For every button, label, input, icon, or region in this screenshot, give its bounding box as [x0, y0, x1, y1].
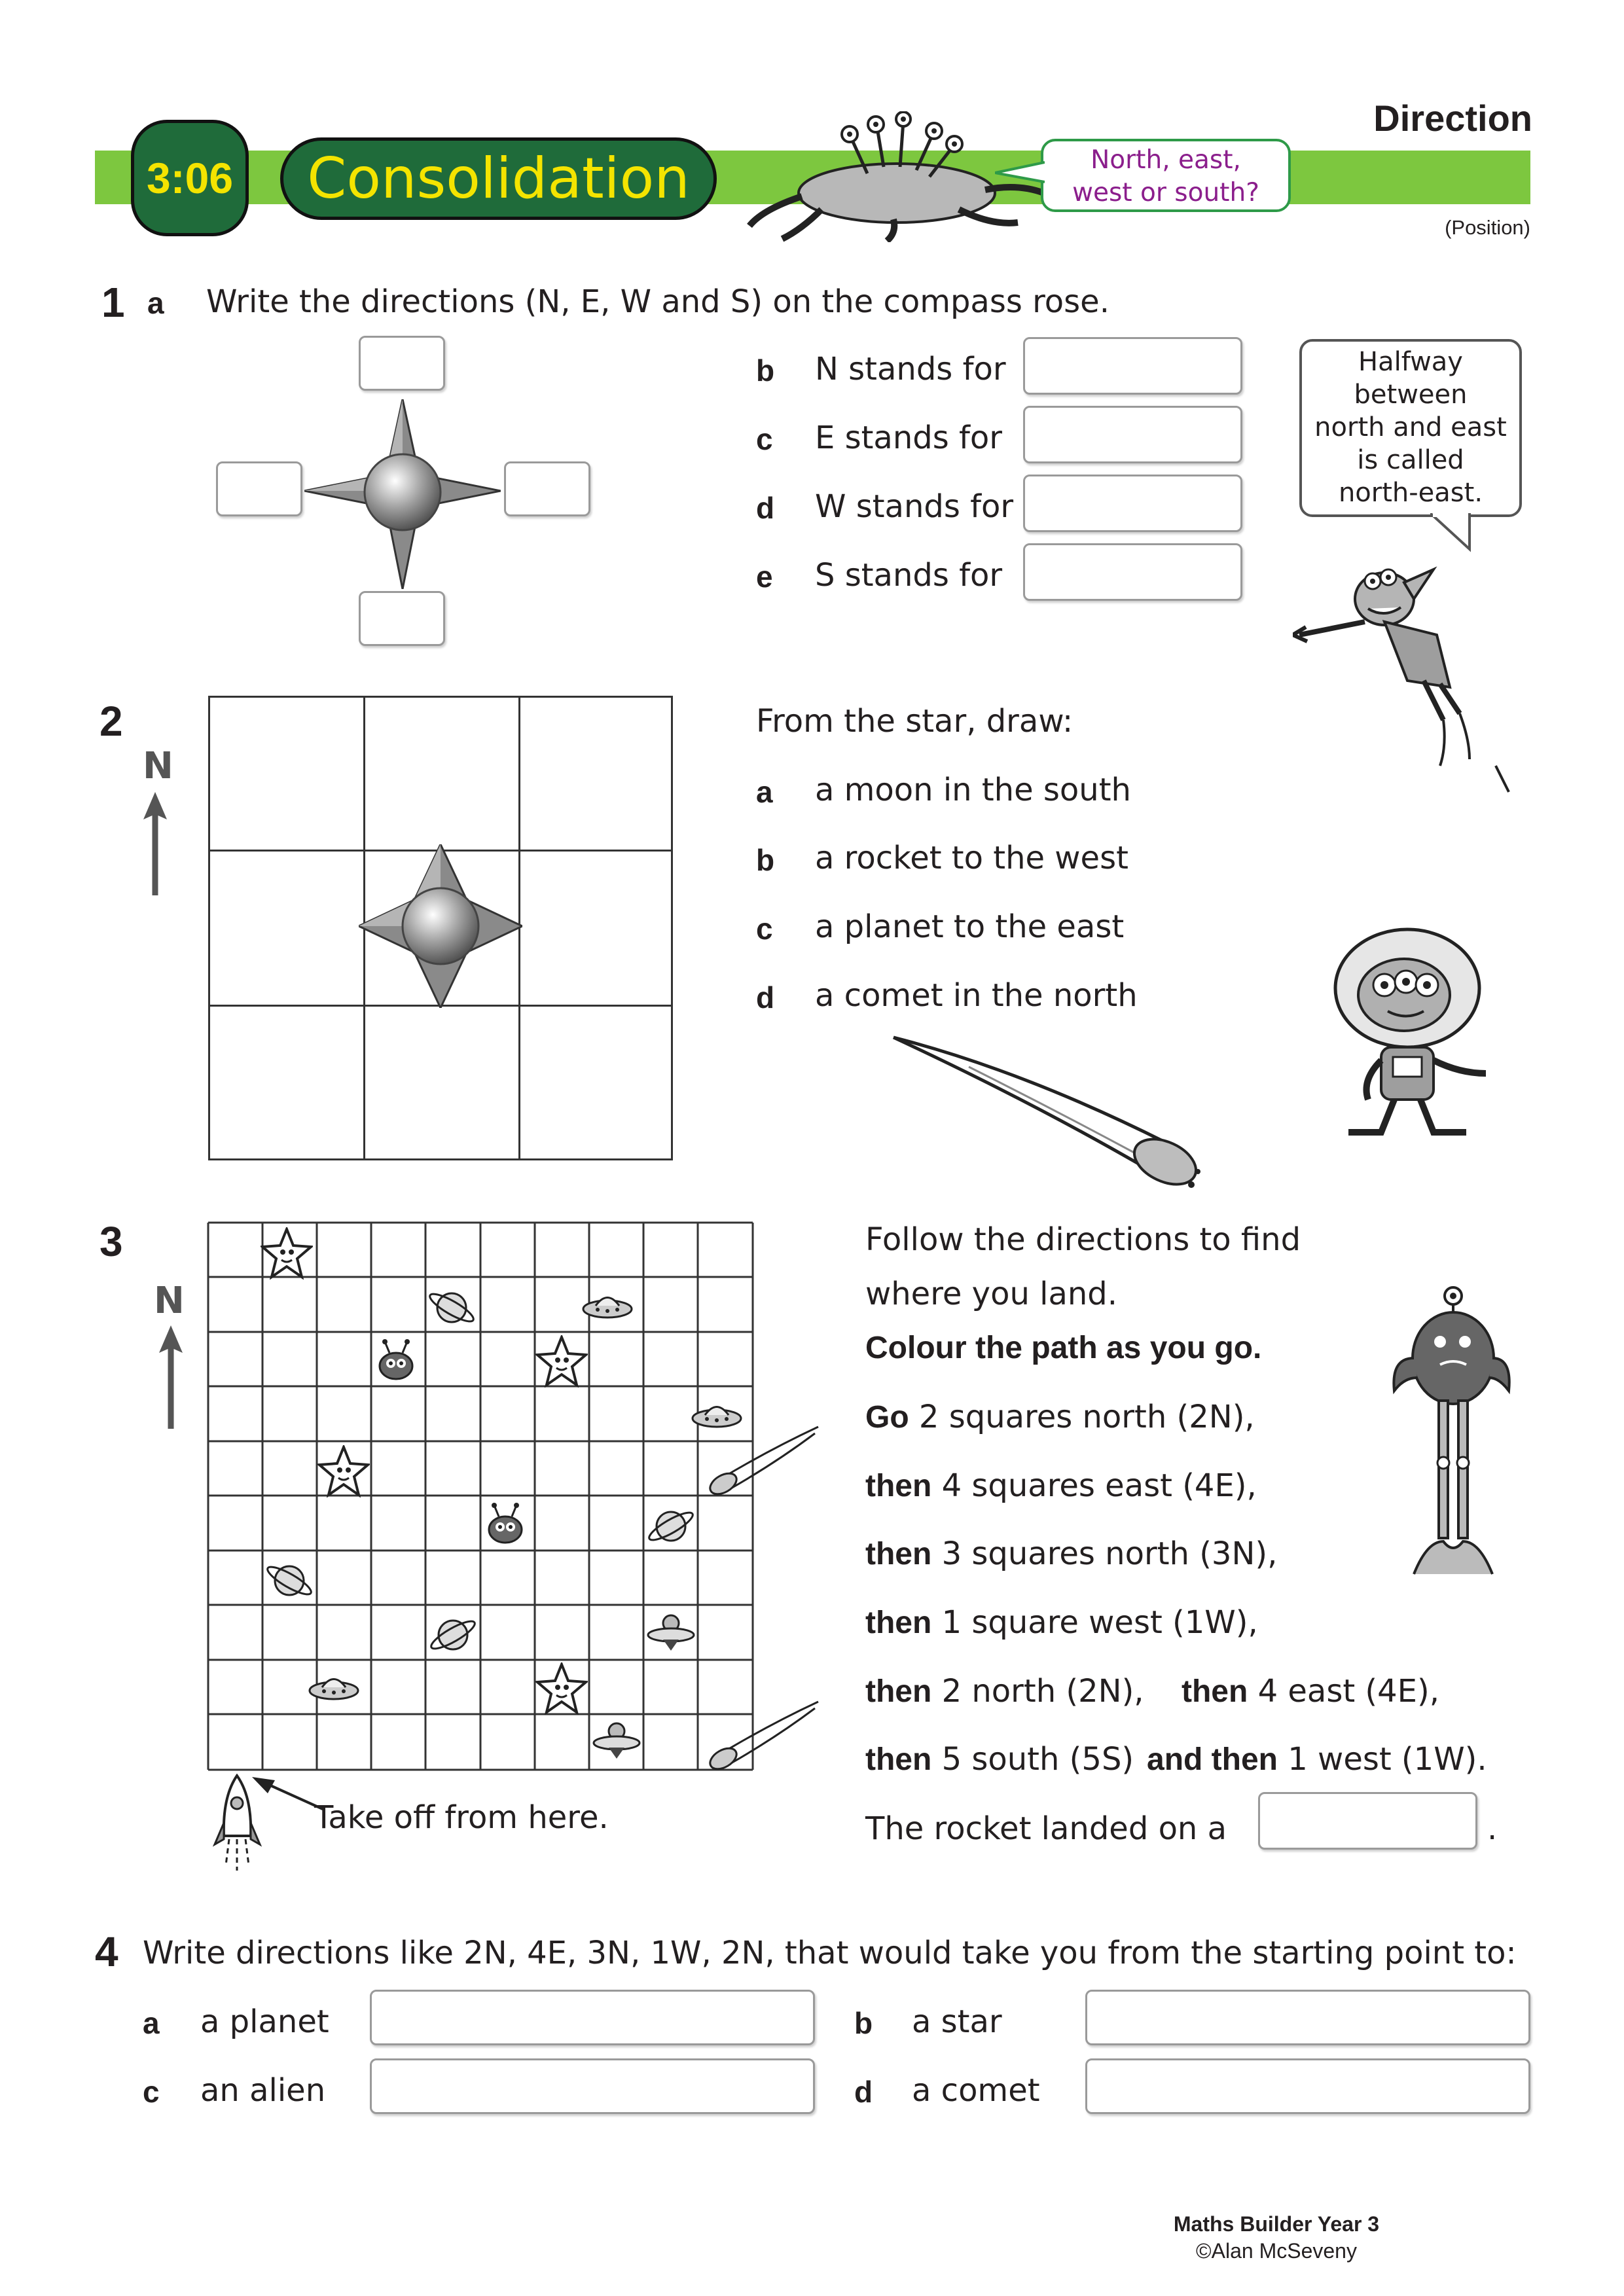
question-4b-text: a star [912, 2003, 1002, 2040]
planet-icon [427, 1609, 479, 1661]
tall-alien-illustration [1388, 1286, 1512, 1587]
question-2a-letter: a [756, 775, 773, 809]
footer-book-title: Maths Builder Year 3 [1173, 2212, 1380, 2236]
compass-south-box[interactable] [359, 591, 445, 646]
step-2-text: 4 squares east (4E), [931, 1467, 1257, 1504]
step-6 [1182, 1673, 1439, 1710]
question-2a-text: a moon in the south [815, 772, 1131, 808]
alien-icon [373, 1338, 419, 1384]
question-2d-text: a comet in the north [815, 977, 1138, 1014]
comet-icon [704, 1698, 821, 1770]
step-4-keyword: then [865, 1605, 932, 1640]
alien-icon [482, 1502, 528, 1548]
step-5-keyword: then [865, 1674, 932, 1709]
question-2-intro: From the star, draw: [756, 703, 1074, 740]
landed-answer-box[interactable] [1258, 1792, 1477, 1850]
question-3-instruction: Colour the path as you go. [865, 1331, 1262, 1365]
question-4a-letter: a [143, 2006, 160, 2040]
step-5-text: 2 north (2N), [931, 1673, 1144, 1710]
answer-box-w[interactable] [1023, 475, 1242, 532]
question-1b-text: N stands for [815, 351, 1006, 387]
compass-rose-icon [304, 399, 501, 589]
footer-author: ©Alan McSeveny [1196, 2239, 1357, 2263]
answer-box-4d[interactable] [1085, 2058, 1530, 2114]
takeoff-arrow-icon [252, 1775, 324, 1812]
answer-box-4a[interactable] [370, 1990, 815, 2045]
step-4-text: 1 square west (1W), [931, 1604, 1258, 1641]
question-1c-letter: c [756, 422, 773, 456]
speech-line-1: North, east, [1091, 145, 1241, 175]
step-4 [865, 1604, 1258, 1641]
hint-line-5: north-east. [1338, 478, 1483, 508]
question-4-text: Write directions like 2N, 4E, 3N, 1W, 2N, that would take you from the starting point to: [143, 1935, 1517, 1971]
step-7-text: 5 south (5S) [931, 1741, 1134, 1778]
planet-icon [263, 1554, 316, 1607]
path-grid [207, 1221, 754, 1771]
step-6-text: 4 east (4E), [1248, 1673, 1439, 1710]
question-1a-text: Write the directions (N, E, W and S) on the compass rose. [206, 283, 1110, 320]
star-character-icon [317, 1445, 370, 1498]
lesson-code: 3:06 [146, 154, 234, 202]
hint-bubble [1299, 339, 1522, 517]
step-3-keyword: then [865, 1537, 932, 1571]
hint-line-2: between [1354, 380, 1468, 410]
north-label-2: N [143, 745, 173, 787]
hint-line-3: north and east [1314, 412, 1507, 442]
question-4d-letter: d [854, 2075, 873, 2109]
title-badge [280, 137, 717, 220]
north-label-3: N [154, 1280, 185, 1322]
question-4d-text: a comet [912, 2072, 1040, 2109]
landed-text: The rocket landed on a [865, 1810, 1227, 1847]
north-arrow-icon-2 [139, 792, 171, 897]
spaceship-icon [581, 1286, 634, 1325]
question-3-intro-2: where you land. [865, 1276, 1118, 1312]
question-4c-text: an alien [200, 2072, 326, 2109]
step-1-keyword: Go [865, 1400, 909, 1435]
question-1e-letter: e [756, 560, 773, 594]
question-1e-text: S stands for [815, 557, 1003, 594]
step-8-text: 1 west (1W). [1278, 1741, 1487, 1778]
planet-icon [645, 1500, 697, 1552]
question-2b-text: a rocket to the west [815, 840, 1128, 876]
topic-heading: Direction [1373, 98, 1532, 139]
step-7-keyword: then [865, 1742, 932, 1777]
step-7 [865, 1741, 1134, 1778]
answer-box-4c[interactable] [370, 2058, 815, 2114]
flying-alien-illustration [1293, 550, 1542, 798]
step-8 [1147, 1741, 1487, 1778]
step-2 [865, 1467, 1257, 1504]
spaceship-icon [308, 1668, 360, 1707]
question-4a-text: a planet [200, 2003, 329, 2040]
page-title: Consolidation [307, 146, 690, 211]
hint-line-4: is called [1357, 445, 1464, 475]
takeoff-label: Take off from here. [314, 1799, 609, 1836]
answer-box-4b[interactable] [1085, 1990, 1530, 2045]
question-1b-letter: b [756, 353, 775, 387]
helmet-alien-illustration [1322, 923, 1519, 1139]
question-4-number: 4 [95, 1928, 118, 1975]
answer-box-e[interactable] [1023, 406, 1242, 463]
question-4b-letter: b [854, 2006, 873, 2040]
alien-ship-icon [645, 1610, 697, 1656]
question-2c-letter: c [756, 912, 773, 946]
question-1a-letter: a [147, 286, 164, 320]
question-3-number: 3 [99, 1218, 123, 1265]
question-1c-text: E stands for [815, 420, 1002, 456]
step-8-keyword: and then [1147, 1742, 1278, 1777]
speech-tail [995, 160, 1045, 186]
question-4c-letter: c [143, 2075, 160, 2109]
question-1d-letter: d [756, 491, 775, 525]
lesson-code-badge [131, 120, 249, 236]
star-character-icon [535, 1662, 588, 1715]
answer-box-s[interactable] [1023, 543, 1242, 601]
step-1 [865, 1401, 1255, 1433]
star-character-icon [535, 1335, 588, 1388]
compass-north-box[interactable] [359, 336, 445, 391]
compass-west-box[interactable] [216, 461, 302, 516]
step-6-keyword: then [1182, 1674, 1248, 1709]
step-2-keyword: then [865, 1469, 932, 1503]
speech-line-2: west or south? [1072, 178, 1259, 207]
star-icon [359, 844, 522, 1008]
question-2-number: 2 [99, 698, 123, 745]
star-character-icon [261, 1227, 313, 1280]
comet-icon [704, 1424, 821, 1496]
north-arrow-icon-3 [154, 1325, 187, 1430]
step-5 [865, 1673, 1144, 1710]
question-1d-text: W stands for [815, 488, 1014, 525]
question-2c-text: a planet to the east [815, 908, 1125, 945]
comet-illustration [890, 1031, 1204, 1194]
footer [1047, 2212, 1506, 2263]
compass-east-box[interactable] [504, 461, 590, 516]
subtopic-label: (Position) [1445, 216, 1530, 239]
hint-bubble-tail [1430, 513, 1489, 552]
question-2d-letter: d [756, 980, 775, 1014]
landed-period: . [1487, 1810, 1498, 1847]
question-2b-letter: b [756, 843, 775, 877]
alien-ship-icon [590, 1718, 643, 1764]
step-3 [865, 1535, 1278, 1572]
planet-icon [425, 1282, 478, 1334]
speech-bubble [1041, 139, 1291, 212]
hint-line-1: Halfway [1358, 347, 1463, 377]
step-1-text: 2 squares north (2N), [909, 1399, 1255, 1435]
step-3-text: 3 squares north (3N), [931, 1535, 1278, 1572]
question-1-number: 1 [101, 279, 125, 326]
question-3-intro-1: Follow the directions to find [865, 1221, 1301, 1258]
answer-box-n[interactable] [1023, 337, 1242, 395]
